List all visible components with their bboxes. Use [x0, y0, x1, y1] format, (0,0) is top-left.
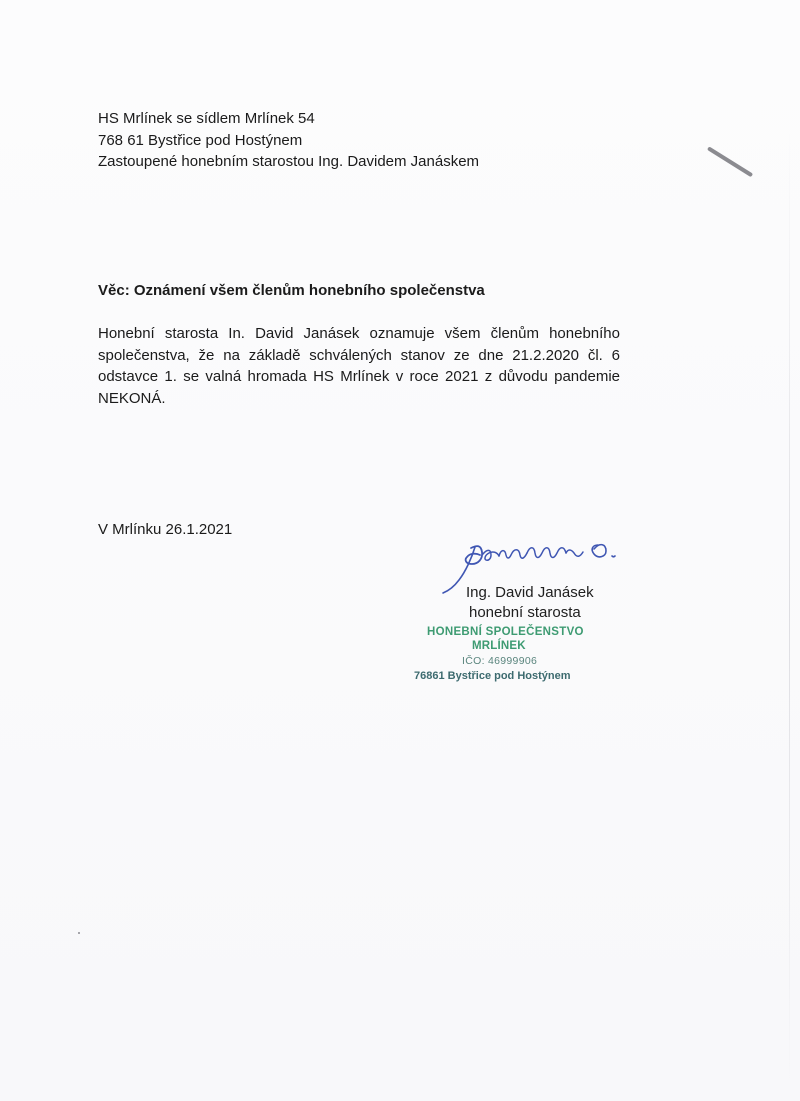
stamp-postcode-bold: 768	[414, 670, 433, 682]
stamp-postcode-rest: 61 Bystřice pod Hostýnem	[432, 670, 571, 682]
paper-speck	[78, 932, 80, 934]
organization-stamp	[404, 624, 629, 690]
address-line-2: 768 61 Bystřice pod Hostýnem	[98, 131, 303, 149]
stamp-line-address	[414, 670, 571, 683]
paper-edge-shadow	[789, 130, 790, 1090]
address-line-1: HS Mrlínek se sídlem Mrlínek 54	[98, 110, 315, 127]
signatory-name: Ing. David Janásek	[466, 584, 594, 601]
scan-mark-icon	[707, 146, 753, 177]
subject-heading: Věc: Oznámení všem členům honebního společenstva	[98, 282, 485, 299]
stamp-line-organization: HONEBNÍ SPOLEČENSTVO	[427, 626, 584, 638]
signatory-role: honební starosta	[469, 604, 581, 621]
stamp-line-name: MRLÍNEK	[472, 640, 526, 652]
body-paragraph: Honební starosta In. David Janásek oznamuje všem členům honebního společenstva, že na základě schválených stanov ze dne 21.2.2020 čl. 6 odstavce 1. se valná hromada HS Mrlínek v roce 2021 z důvodu pandemie NEKONÁ.	[98, 325, 620, 407]
address-line-3: Zastoupené honebním starostou Ing. Davidem Janáskem	[98, 153, 480, 170]
stamp-line-ico: IČO: 46999906	[462, 655, 538, 667]
sender-address	[98, 108, 479, 173]
date-place-line: V Mrlínku 26.1.2021	[98, 521, 233, 538]
